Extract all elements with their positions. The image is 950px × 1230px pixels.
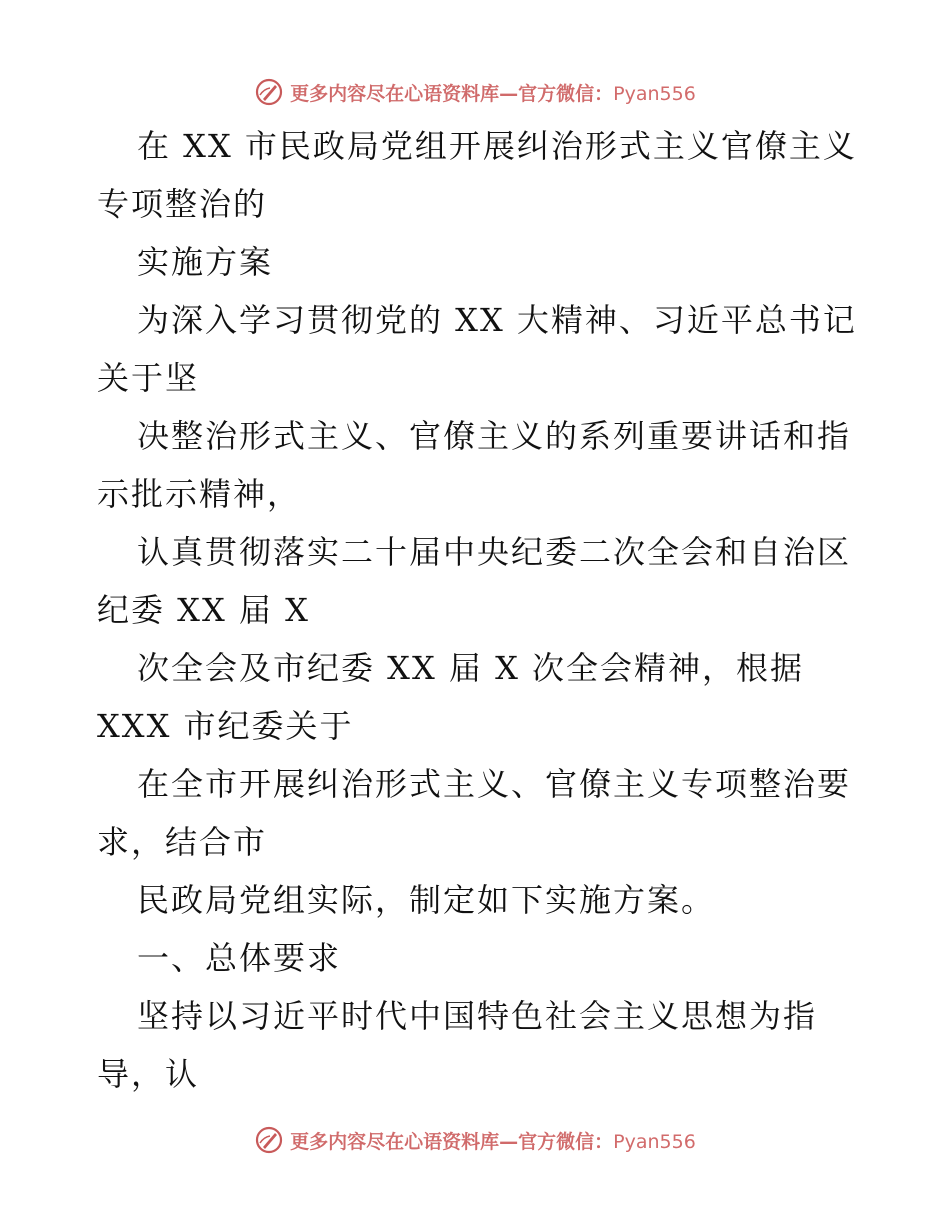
quill-logo-icon (254, 1125, 284, 1155)
text-line: 实施方案 (137, 243, 274, 281)
text-line: 认真贯彻落实二十届中央纪委二次全会和自治区 (137, 533, 852, 571)
quill-logo-icon (254, 77, 284, 107)
document-body (97, 117, 867, 1103)
text-line: 次全会及市纪委 XX 届 X 次全会精神，根据 (137, 649, 805, 687)
text-line: 在全市开展纠治形式主义、官僚主义专项整治要 (137, 765, 852, 803)
text-line: 为深入学习贯彻党的 XX 大精神、习近平总书记 (137, 301, 857, 339)
text-line: 导，认 (97, 1055, 200, 1093)
text-line: 示批示精神， (97, 475, 302, 513)
text-line: 决整治形式主义、官僚主义的系列重要讲话和指 (137, 417, 852, 455)
watermark-text: 更多内容尽在心语资料库—官方微信：Pyan556 (290, 82, 696, 105)
footer-watermark (0, 1120, 950, 1160)
text-line: 在 XX 市民政局党组开展纠治形式主义官僚主义 (137, 127, 857, 165)
text-line: 民政局党组实际，制定如下实施方案。 (137, 881, 716, 919)
text-line: 一、总体要求 (137, 939, 342, 977)
header-watermark (0, 72, 950, 112)
text-line: 纪委 XX 届 X (97, 591, 310, 629)
text-line: XXX 市纪委关于 (97, 707, 354, 745)
text-line: 关于坚 (97, 359, 200, 397)
text-line: 专项整治的 (97, 185, 268, 223)
text-line: 求，结合市 (97, 823, 268, 861)
watermark-text: 更多内容尽在心语资料库—官方微信：Pyan556 (290, 1130, 696, 1153)
text-line: 坚持以习近平时代中国特色社会主义思想为指 (137, 997, 818, 1035)
